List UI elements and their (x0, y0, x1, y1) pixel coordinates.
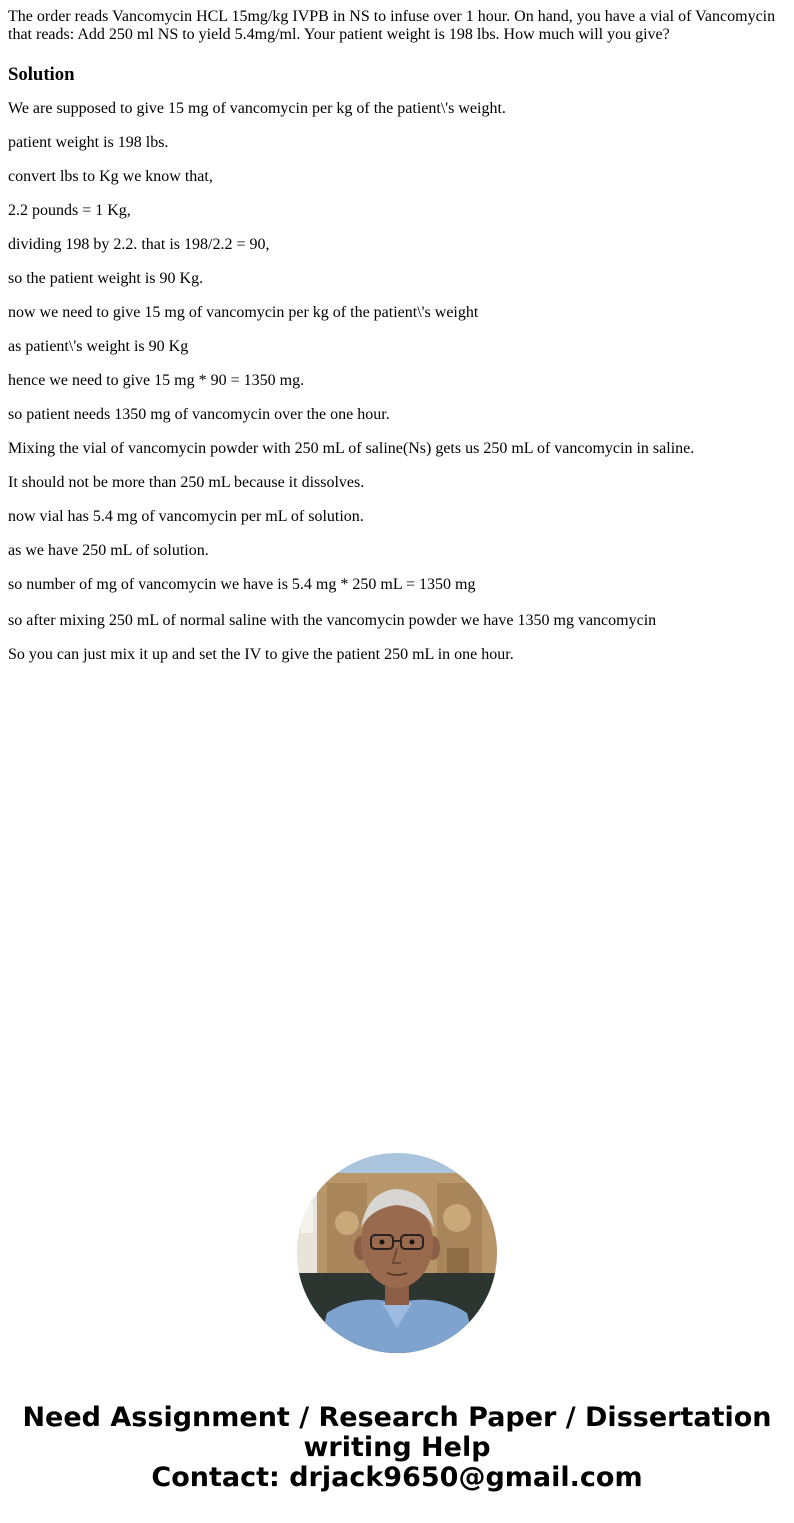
solution-step: now we need to give 15 mg of vancomycin per kg of the patient\'s weight (8, 304, 479, 321)
solution-step: as patient\'s weight is 90 Kg (8, 338, 189, 355)
solution-step: 2.2 pounds = 1 Kg, (8, 202, 131, 219)
solution-step: So you can just mix it up and set the IV to give the patient 250 mL in one hour. (8, 646, 514, 663)
solution-step: hence we need to give 15 mg * 90 = 1350 mg. (8, 372, 305, 389)
contact-footer (0, 1403, 794, 1493)
footer-contact-email: Contact: drjack9650@gmail.com (151, 1462, 643, 1493)
solution-step: so after mixing 250 mL of normal saline with the vancomycin powder we have 1350 mg vancomycin (8, 612, 657, 629)
solution-step: dividing 198 by 2.2. that is 198/2.2 = 90, (8, 236, 270, 253)
solution-step: so number of mg of vancomycin we have is 5.4 mg * 250 mL = 1350 mg (8, 576, 476, 593)
solution-step: Mixing the vial of vancomycin powder with 250 mL of saline(Ns) gets us 250 mL of vancomycin in saline. (8, 440, 695, 457)
solution-step: convert lbs to Kg we know that, (8, 168, 213, 185)
solution-step: patient weight is 198 lbs. (8, 134, 169, 151)
author-avatar (297, 1153, 497, 1353)
solution-step: now vial has 5.4 mg of vancomycin per mL of solution. (8, 508, 364, 525)
solution-step: so patient needs 1350 mg of vancomycin over the one hour. (8, 406, 390, 423)
solution-step: as we have 250 mL of solution. (8, 542, 209, 559)
solution-heading: Solution (8, 64, 75, 85)
solution-step: We are supposed to give 15 mg of vancomycin per kg of the patient\'s weight. (8, 100, 506, 117)
question-text: The order reads Vancomycin HCL 15mg/kg IVPB in NS to infuse over 1 hour. On hand, you have a vial of Vancomycin that reads: Add 250 ml NS to yield 5.4mg/ml. Your patient weight is 198 lbs. How much will you give? (8, 8, 776, 43)
footer-line-2: writing Help (303, 1432, 491, 1463)
footer-line-1: Need Assignment / Research Paper / Dissertation (22, 1402, 772, 1433)
solution-step: It should not be more than 250 mL because it dissolves. (8, 474, 365, 491)
solution-step: so the patient weight is 90 Kg. (8, 270, 204, 287)
avatar-photo-illustration (297, 1153, 497, 1353)
document-body (0, 0, 794, 664)
